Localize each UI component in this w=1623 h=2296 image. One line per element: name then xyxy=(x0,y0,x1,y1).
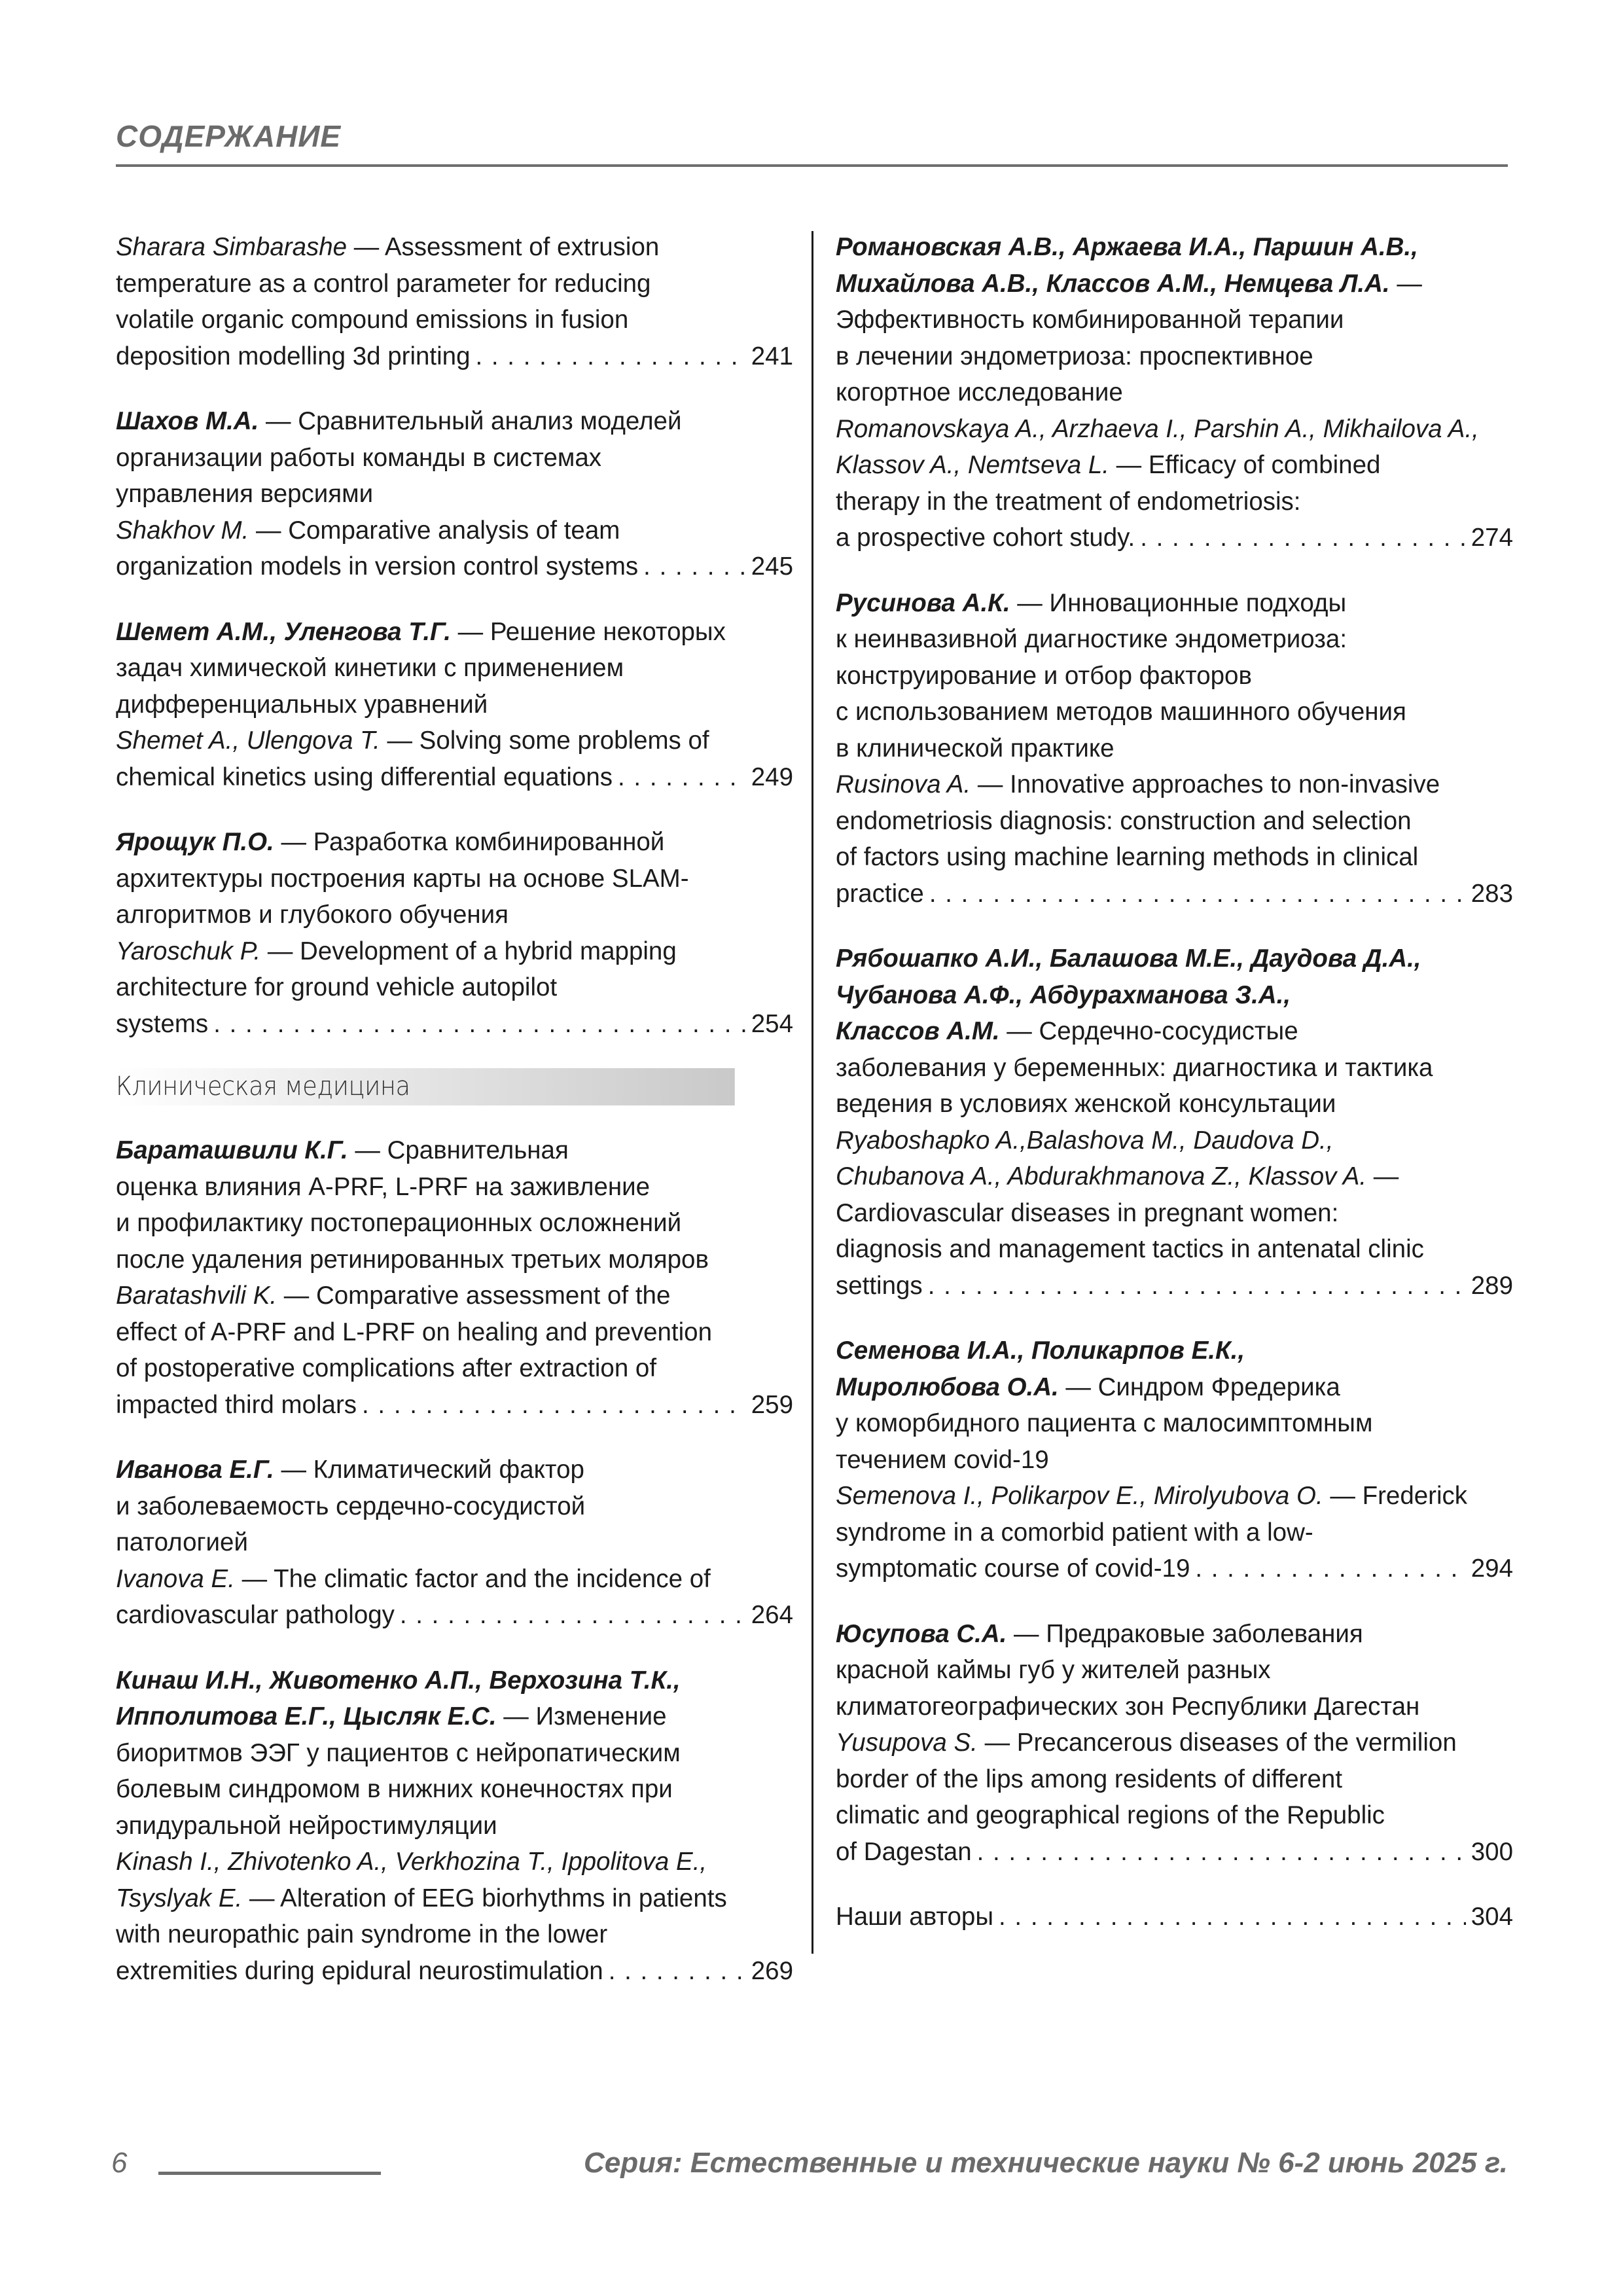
authors-ru: Русинова А.К. xyxy=(836,588,1010,617)
title-text: deposition modelling 3d printing xyxy=(116,342,471,370)
title-text: — Assessment of extrusion xyxy=(347,233,660,261)
toc-entry-last-line xyxy=(116,548,793,585)
title-text: — Сравнительный анализ моделей xyxy=(259,407,682,435)
title-text: после удаления ретинированных третьих моляров xyxy=(116,1245,709,1274)
title-text: extremities during epidural neurostimulation xyxy=(116,1956,603,1985)
toc-entry-line xyxy=(116,1735,793,1772)
page-reference[interactable]: 264 xyxy=(751,1601,793,1629)
toc-entry-line xyxy=(116,969,793,1006)
toc-entry-line xyxy=(116,1132,793,1169)
toc-entry-line xyxy=(836,484,1513,520)
toc-entry-line xyxy=(116,1488,793,1525)
title-text: practice xyxy=(836,879,924,908)
page-reference[interactable]: 304 xyxy=(1471,1903,1513,1931)
authors-en: Klassov A., Nemtseva L. xyxy=(836,451,1109,479)
toc-entry-line xyxy=(116,1169,793,1206)
section-title: Клиническая медицина xyxy=(116,1071,410,1102)
title-text: и профилактику постоперационных осложнений xyxy=(116,1209,682,1237)
dot-leader xyxy=(643,548,746,585)
dot-leader xyxy=(213,1006,746,1043)
toc-entry-line xyxy=(836,1333,1513,1369)
page-reference[interactable]: 241 xyxy=(751,342,793,370)
authors-ru: Михайлова А.В., Классов А.М., Немцева Л.А. xyxy=(836,269,1390,298)
title-text: of postoperative complications after extraction of xyxy=(116,1354,657,1382)
title-text: — Solving some problems of xyxy=(380,726,709,755)
title-text: — Efficacy of combined xyxy=(1109,451,1381,479)
title-text: и заболеваемость сердечно-сосудистой xyxy=(116,1492,586,1520)
header-rule xyxy=(116,164,1508,167)
toc-entries-before-section xyxy=(116,229,793,1042)
title-text: патологией xyxy=(116,1528,248,1556)
toc-entry-line xyxy=(116,1561,793,1598)
authors-ru: Шемет А.М., Уленгова Т.Г. xyxy=(116,617,451,646)
title-text: — xyxy=(1366,1162,1399,1191)
authors-en: Ryaboshapko A.,Balashova M., Daudova D., xyxy=(836,1126,1334,1155)
authors-en: Semenova I., Polikarpov E., Mirolyubova O. xyxy=(836,1482,1323,1510)
toc-entry[interactable] xyxy=(836,1333,1513,1587)
page-reference[interactable]: 259 xyxy=(751,1390,793,1419)
authors-ru: Миролюбова О.А. xyxy=(836,1372,1059,1401)
toc-entry-line xyxy=(116,229,793,266)
title-text: chemical kinetics using differential equations xyxy=(116,762,613,791)
authors-ru: Кинаш И.Н., Животенко А.П., Верхозина Т.К., xyxy=(116,1666,681,1695)
title-text: заболевания у беременных: диагностика и тактика xyxy=(836,1053,1433,1082)
toc-entry-last-line xyxy=(836,1551,1513,1587)
toc-entry-line xyxy=(836,839,1513,876)
column-divider xyxy=(812,231,813,1954)
toc-entry-line xyxy=(836,1369,1513,1406)
authors-ru: Иванова Е.Г. xyxy=(116,1456,274,1484)
toc-entry[interactable] xyxy=(836,229,1513,556)
authors-en: Sharara Simbarashe xyxy=(116,233,348,261)
toc-entry-line xyxy=(116,1698,793,1735)
authors-ru: Ипполитова Е.Г., Цысляк Е.С. xyxy=(116,1702,497,1731)
journal-series-title: Серия: Естественные и технические науки № 6-2 июнь 2025 г. xyxy=(583,2147,1508,2179)
toc-entry[interactable] xyxy=(836,1616,1513,1871)
toc-entry-line xyxy=(836,730,1513,767)
authors-en: Yaroschuk P. xyxy=(116,937,261,965)
title-text: в лечении эндометриоза: проспективное xyxy=(836,342,1313,370)
toc-entry-line xyxy=(836,1616,1513,1653)
title-text: болевым синдромом в нижних конечностях при xyxy=(116,1775,673,1803)
toc-entry-line xyxy=(836,585,1513,622)
authors-en: Tsyslyak E. xyxy=(116,1884,243,1912)
title-text: — xyxy=(1389,269,1422,298)
toc-entry-line xyxy=(836,1515,1513,1551)
toc-entry-last-line xyxy=(116,1387,793,1424)
toc-entry[interactable] xyxy=(116,824,793,1042)
page-reference[interactable]: 269 xyxy=(751,1956,793,1985)
title-text: управления версиями xyxy=(116,480,374,508)
title-text: климатогеографических зон Республики Дагестан xyxy=(836,1692,1420,1721)
authors-ru: Классов А.М. xyxy=(836,1017,1000,1045)
page-header xyxy=(116,118,1508,157)
toc-entry[interactable] xyxy=(116,1132,793,1423)
section-heading-clinical-medicine xyxy=(116,1068,735,1105)
toc-entry-line xyxy=(116,1916,793,1953)
toc-entry-line xyxy=(836,266,1513,302)
toc-entry-line xyxy=(116,933,793,970)
page-title: СОДЕРЖАНИЕ xyxy=(116,119,342,153)
title-text: cardiovascular pathology xyxy=(116,1601,395,1629)
toc-entry-last-line xyxy=(836,876,1513,912)
title-text: конструирование и отбор факторов xyxy=(836,661,1252,690)
toc-entry-line xyxy=(116,1844,793,1880)
toc-entry-last-line xyxy=(116,1006,793,1043)
title-text: эпидуральной нейростимуляции xyxy=(116,1811,497,1840)
toc-entry-last-line xyxy=(836,1834,1513,1871)
toc-entry-last-line xyxy=(116,338,793,375)
dot-leader xyxy=(1140,520,1466,556)
toc-entry-line xyxy=(116,824,793,861)
toc-entry-line xyxy=(116,614,793,651)
dot-leader xyxy=(929,876,1466,912)
toc-entry-last-line xyxy=(116,759,793,796)
dot-leader xyxy=(928,1268,1466,1304)
toc-entry-line xyxy=(836,1086,1513,1122)
toc-entry[interactable] xyxy=(116,229,793,374)
toc-entry-line xyxy=(836,977,1513,1014)
authors-ru: Бараташвили К.Г. xyxy=(116,1136,348,1164)
toc-entry-line xyxy=(116,1771,793,1808)
title-text: symptomatic course of covid-19 xyxy=(836,1554,1190,1583)
title-text: organization models in version control systems xyxy=(116,552,639,581)
title-text: effect of A-PRF and L-PRF on healing and prevention xyxy=(116,1318,713,1346)
title-text: — Климатический фактор xyxy=(274,1456,584,1484)
title-text: в клинической практике xyxy=(836,734,1115,762)
toc-entry-line xyxy=(116,1205,793,1242)
title-text: дифференциальных уравнений xyxy=(116,690,488,719)
title-text: ведения в условиях женской консультации xyxy=(836,1090,1336,1118)
toc-entry-line xyxy=(836,1797,1513,1834)
title-text: к неинвазивной диагностике эндометриоза: xyxy=(836,625,1347,653)
title-text: — Предраковые заболевания xyxy=(1007,1619,1363,1648)
toc-entry-line xyxy=(116,650,793,687)
title-text: когортное исследование xyxy=(836,378,1123,406)
page-number: 6 xyxy=(111,2147,128,2179)
toc-entry-line xyxy=(116,1278,793,1314)
toc-entries-right xyxy=(836,229,1513,1935)
title-text: — Синдром Фредерика xyxy=(1058,1372,1340,1401)
footer-rule xyxy=(158,2172,381,2175)
toc-entry-line xyxy=(836,941,1513,977)
toc-entry-line xyxy=(116,1350,793,1387)
authors-ru: Романовская А.В., Аржаева И.А., Паршин А.В., xyxy=(836,233,1418,261)
title-text: — Comparative analysis of team xyxy=(249,516,620,545)
page-reference[interactable]: 274 xyxy=(1471,524,1513,552)
toc-entry-line xyxy=(116,1662,793,1699)
toc-entry-last-line xyxy=(116,1597,793,1634)
toc-entry-line xyxy=(836,338,1513,375)
title-text: оценка влияния A-PRF, L-PRF на заживление xyxy=(116,1172,651,1201)
authors-en: Yusupova S. xyxy=(836,1729,978,1757)
title-text: — Alteration of EEG biorhythms in patients xyxy=(242,1884,727,1912)
page-footer xyxy=(0,2147,1623,2193)
toc-entry-line xyxy=(836,1689,1513,1725)
toc-entry[interactable] xyxy=(116,1452,793,1634)
title-text: архитектуры построения карты на основе SLAM- xyxy=(116,864,689,893)
title-text: volatile organic compound emissions in fusion xyxy=(116,306,629,334)
toc-entry-last-line xyxy=(836,1268,1513,1304)
toc-entry[interactable] xyxy=(836,585,1513,912)
title-text: climatic and geographical regions of the Republic xyxy=(836,1801,1385,1829)
toc-entry-line xyxy=(116,476,793,512)
title-text: организации работы команды в системах xyxy=(116,443,602,472)
authors-en: Chubanova A., Abdurakhmanova Z., Klassov A. xyxy=(836,1162,1367,1191)
title-text: течением covid-19 xyxy=(836,1445,1049,1474)
toc-entry-line xyxy=(116,1314,793,1351)
toc-entry-line xyxy=(116,897,793,933)
title-text: — Решение некоторых xyxy=(450,617,726,646)
dot-leader xyxy=(400,1597,746,1634)
title-text: — Development of a hybrid mapping xyxy=(260,937,677,965)
authors-en: Romanovskaya A., Arzhaeva I., Parshin A., Mikhailova A., xyxy=(836,414,1479,443)
toc-entries-after-section xyxy=(116,1132,793,1989)
toc-entry-line xyxy=(116,440,793,476)
toc-entry-line xyxy=(116,302,793,338)
title-text: architecture for ground vehicle autopilot xyxy=(116,973,558,1001)
toc-entry-line xyxy=(836,1122,1513,1159)
authors-en: Shemet A., Ulengova T. xyxy=(116,726,380,755)
title-text: — Frederick xyxy=(1323,1482,1468,1510)
toc-entry-last-line xyxy=(836,520,1513,556)
title-text: a prospective cohort study. xyxy=(836,524,1135,552)
toc-entry-line xyxy=(116,1880,793,1917)
toc-entry-line xyxy=(116,403,793,440)
toc-entry-line xyxy=(836,229,1513,266)
title-text: with neuropathic pain syndrome in the lower xyxy=(116,1920,608,1948)
toc-entry-line xyxy=(116,1808,793,1844)
dot-leader xyxy=(609,1953,746,1990)
title-text: temperature as a control parameter for reducing xyxy=(116,269,651,298)
toc-entry-line xyxy=(836,1478,1513,1515)
toc-entry-line xyxy=(116,687,793,723)
title-text: — Precancerous diseases of the vermilion xyxy=(977,1729,1457,1757)
toc-entry-last-line xyxy=(116,1953,793,1990)
dot-leader xyxy=(1195,1551,1465,1587)
dot-leader xyxy=(618,759,746,796)
toc-entry-line xyxy=(836,1050,1513,1086)
toc-entry-line xyxy=(836,766,1513,803)
title-text: — Сердечно-сосудистые xyxy=(999,1017,1298,1045)
toc-entry-line xyxy=(116,1452,793,1488)
authors-en: Kinash I., Zhivotenko A., Verkhozina T., Ippolitova E., xyxy=(116,1848,707,1876)
toc-entry-line xyxy=(836,1158,1513,1195)
authors-ru: Рябошапко А.И., Балашова М.Е., Даудова Д.А., xyxy=(836,944,1421,973)
title-text: settings xyxy=(836,1271,923,1300)
toc-entry-line xyxy=(836,1725,1513,1761)
toc-entry-line xyxy=(836,411,1513,448)
title-text: of factors using machine learning methods in clinical xyxy=(836,843,1419,871)
page-reference[interactable]: 283 xyxy=(1471,879,1513,908)
toc-entry-line xyxy=(836,694,1513,730)
authors-en: Ivanova E. xyxy=(116,1564,235,1593)
authors-ru: Чубанова А.Ф., Абдурахманова З.А., xyxy=(836,980,1291,1009)
title-text: Cardiovascular diseases in pregnant women: xyxy=(836,1198,1339,1227)
title-text: Эффективность комбинированной терапии xyxy=(836,306,1344,334)
title-text: diagnosis and management tactics in antenatal clinic xyxy=(836,1235,1424,1263)
authors-ru: Семенова И.А., Поликарпов Е.К., xyxy=(836,1336,1245,1365)
toc-entry-line xyxy=(836,1761,1513,1798)
toc-entry-line xyxy=(836,658,1513,694)
toc-entry[interactable] xyxy=(116,614,793,796)
dot-leader xyxy=(362,1387,746,1424)
title-text: therapy in the treatment of endometriosis: xyxy=(836,487,1301,516)
title-text: у коморбидного пациента с малосимптомным xyxy=(836,1409,1373,1437)
toc-entry-line xyxy=(116,861,793,897)
title-text: биоритмов ЭЭГ у пациентов с нейропатическим xyxy=(116,1738,681,1767)
title-text: задач химической кинетики с применением xyxy=(116,654,624,682)
title-text: красной каймы губ у жителей разных xyxy=(836,1656,1271,1684)
toc-entry[interactable] xyxy=(116,403,793,585)
dot-leader xyxy=(476,338,746,375)
title-text: — Сравнительная xyxy=(348,1136,569,1164)
toc-left-column xyxy=(116,229,793,2018)
toc-entry-line xyxy=(116,512,793,549)
title-text: — Innovative approaches to non-invasive xyxy=(971,770,1440,798)
authors-ru: Юсупова С.А. xyxy=(836,1619,1007,1648)
toc-entry[interactable] xyxy=(116,1662,793,1990)
title-text: impacted third molars xyxy=(116,1390,357,1419)
title-text: border of the lips among residents of different xyxy=(836,1765,1343,1793)
toc-entry-line xyxy=(836,302,1513,338)
title-text: — The climatic factor and the incidence of xyxy=(234,1564,711,1593)
title-text: алгоритмов и глубокого обучения xyxy=(116,901,509,929)
toc-entry-line xyxy=(116,723,793,759)
toc-entry[interactable] xyxy=(836,941,1513,1304)
authors-ru: Шахов М.А. xyxy=(116,407,259,435)
page-reference[interactable]: 245 xyxy=(751,552,793,581)
page-reference[interactable]: 254 xyxy=(751,1009,793,1038)
toc-entry-line xyxy=(836,374,1513,411)
title-text: Наши авторы xyxy=(836,1903,994,1931)
toc-entry-line xyxy=(116,1242,793,1278)
title-text: — Разработка комбинированной xyxy=(274,828,665,856)
title-text: — Comparative assessment of the xyxy=(277,1282,671,1310)
title-text: с использованием методов машинного обучения xyxy=(836,698,1406,726)
page-reference[interactable]: 249 xyxy=(751,762,793,791)
authors-ru: Ярощук П.О. xyxy=(116,828,274,856)
authors-en: Shakhov M. xyxy=(116,516,249,545)
title-text: of Dagestan xyxy=(836,1837,972,1866)
toc-entry-line xyxy=(836,1013,1513,1050)
toc-entry-last-line xyxy=(836,1899,1513,1935)
toc-entry[interactable] xyxy=(836,1899,1513,1935)
authors-en: Baratashvili K. xyxy=(116,1282,277,1310)
toc-entry-line xyxy=(836,1405,1513,1442)
toc-entry-line xyxy=(836,1652,1513,1689)
title-text: systems xyxy=(116,1009,209,1038)
page-reference[interactable]: 294 xyxy=(1471,1554,1513,1583)
toc-entry-line xyxy=(836,1442,1513,1479)
toc-entry-line xyxy=(836,1195,1513,1232)
toc-entry-line xyxy=(116,266,793,302)
toc-entry-line xyxy=(836,1231,1513,1268)
page-reference[interactable]: 300 xyxy=(1471,1837,1513,1866)
authors-en: Rusinova A. xyxy=(836,770,971,798)
toc-entry-line xyxy=(836,447,1513,484)
dot-leader xyxy=(977,1834,1466,1871)
title-text: syndrome in a comorbid patient with a low- xyxy=(836,1518,1313,1547)
toc-right-column xyxy=(836,229,1513,1964)
dot-leader xyxy=(999,1899,1466,1935)
toc-entry-line xyxy=(116,1524,793,1561)
page-reference[interactable]: 289 xyxy=(1471,1271,1513,1300)
title-text: — Изменение xyxy=(496,1702,667,1731)
title-text: — Инновационные подходы xyxy=(1010,588,1347,617)
title-text: endometriosis diagnosis: construction and selection xyxy=(836,806,1412,835)
toc-entry-line xyxy=(836,621,1513,658)
toc-entry-line xyxy=(836,803,1513,840)
